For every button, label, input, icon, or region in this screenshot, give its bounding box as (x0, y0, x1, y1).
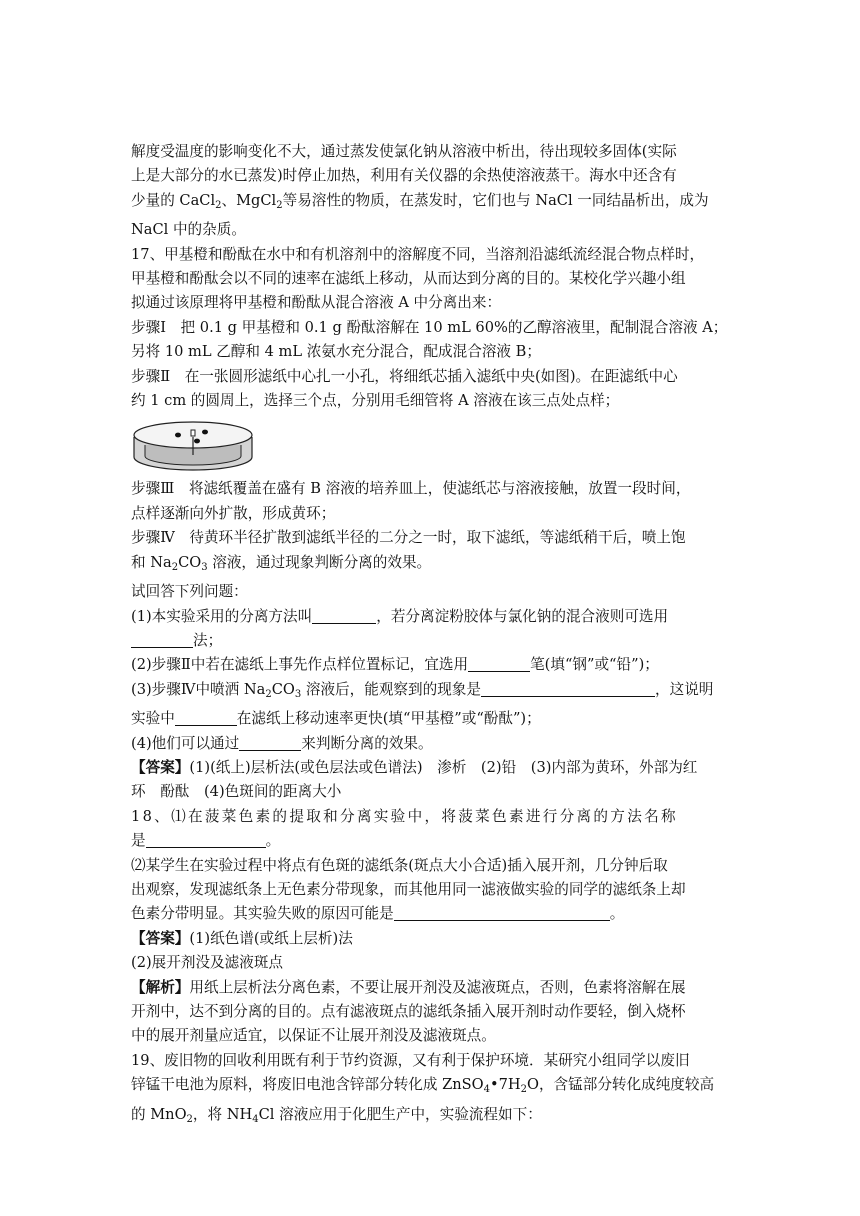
sub-question-4: (4)他们可以通过 来判断分离的效果。 (131, 734, 433, 752)
question-18-line: 是 。 (131, 832, 281, 850)
answer-blank (175, 709, 237, 726)
answer-18: (2)展开剂没及滤液斑点 (131, 954, 284, 972)
question-19-line: 19、废旧物的回收利用既有利于节约资源，又有利于保护环境．某研究小组同学以废旧 (131, 1051, 690, 1069)
sub-question-3: (3)步骤Ⅳ中喷洒 $Na_2CO_3$ 溶液后，能观察到的现象是 ，这说明 (131, 680, 714, 700)
step-3-line: 步骤Ⅲ 将滤纸覆盖在盛有 B 溶液的培养皿上，使滤纸芯与溶液接触，放置一段时间， (131, 480, 691, 498)
intro-line: 上是大部分的水已蒸发)时停止加热，利用有关仪器的余热使溶液蒸干。海水中还含有 (131, 167, 677, 185)
explanation-18: 中的展开剂量应适宜，以保证不让展开剂没及滤液斑点。 (131, 1027, 496, 1045)
step-2-line: 约 1 cm 的圆周上，选择三个点，分别用毛细管将 A 溶液在该三点处点样； (131, 392, 620, 410)
petri-dish-figure (131, 415, 731, 473)
step-4-line: 和 $Na_2CO_3$ 溶液，通过现象判断分离的效果。 (131, 553, 432, 573)
intro-line: 少量的 CaCl$_2$、MgCl$_2$等易溶性的物质，在蒸发时，它们也与 NaCl 一同结晶析出，成为 (131, 191, 709, 211)
question-18-line: ⑵某学生在实验过程中将点有色斑的滤纸条(斑点大小合适)插入展开剂，几分钟后取 (131, 856, 668, 874)
answer-blank (146, 831, 266, 848)
answer-blank (468, 655, 530, 672)
document-page (131, 140, 731, 1132)
question-19-line: 锌锰干电池为原料，将废旧电池含锌部分转化成 $ZnSO_4•7H_2O$，含锰部分转化成纯度较高 (131, 1076, 715, 1096)
question-18-line: 18、⑴在菠菜色素的提取和分离实验中，将菠菜色素进行分离的方法名称 (131, 807, 678, 825)
sub-question-2: (2)步骤Ⅱ中若在滤纸上事先作点样位置标记，宜选用 笔(填“钢”或“铅”)； (131, 656, 659, 674)
question-19-line: 的 MnO$_2$，将 $NH_4Cl$ 溶液应用于化肥生产中，实验流程如下： (131, 1105, 542, 1125)
step-1-line: 步骤Ⅰ 把 0.1 g 甲基橙和 0.1 g 酚酞溶解在 10 mL 60%的乙醇溶液里，配制混合溶液 A； (131, 318, 728, 336)
answer-17: 环 酚酞 (4)色斑间的距离大小 (131, 783, 342, 801)
answer-18: 【答案】(1)纸色谱(或纸上层析)法 (131, 929, 353, 947)
step-3-line: 点样逐渐向外扩散，形成黄环； (131, 504, 336, 522)
explanation-18: 开剂中，达不到分离的目的。点有滤液斑点的滤纸条插入展开剂时动作要轻，倒入烧杯 (131, 1003, 686, 1020)
answer-blank (394, 904, 610, 921)
answer-blank (131, 631, 193, 648)
sub-question-3: 实验中 在滤纸上移动速率更快(填“甲基橙”或“酚酞”)； (131, 710, 541, 728)
question-17-line: 拟通过该原理将甲基橙和酚酞从混合溶液 A 中分离出来： (131, 294, 502, 312)
answer-17: 【答案】(1)(纸上)层析法(或色层法或色谱法) 渗析 (2)铅 (3)内部为黄环，外部为红 (131, 758, 698, 776)
sub-question-1: 法； (131, 629, 731, 653)
petri-dish-illustration (131, 415, 256, 473)
step-1-line: 另将 10 mL 乙醇和 4 mL 浓氨水充分混合，配成混合溶液 B； (131, 343, 541, 361)
sub-question-1: (1)本实验采用的分离方法叫 ，若分离淀粉胶体与氯化钠的混合液则可选用 (131, 607, 669, 625)
question-18-line: 色素分带明显。其实验失败的原因可能是 。 (131, 905, 625, 923)
step-4-line: 步骤Ⅳ 待黄环半径扩散到滤纸半径的二分之一时，取下滤纸，等滤纸稍干后，喷上饱 (131, 529, 686, 547)
answer-blank (481, 680, 655, 697)
intro-line: NaCl 中的杂质。 (131, 221, 246, 239)
question-17-line: 甲基橙和酚酞会以不同的速率在滤纸上移动，从而达到分离的目的。某校化学兴趣小组 (131, 270, 686, 288)
explanation-18: 【解析】用纸上层析法分离色素，不要让展开剂没及滤液斑点，否则，色素将溶解在展 (131, 978, 686, 996)
answer-blank (239, 734, 301, 751)
question-17-line: 17、甲基橙和酚酞在水中和有机溶剂中的溶解度不同，当溶剂沿滤纸流经混合物点样时， (131, 245, 705, 263)
questions-intro: 试回答下列问题： (131, 583, 248, 601)
answer-blank (312, 607, 376, 624)
question-18-line: 出观察，发现滤纸条上无色素分带现象，而其他用同一滤液做实验的同学的滤纸条上却 (131, 880, 686, 898)
step-2-line: 步骤Ⅱ 在一张圆形滤纸中心扎一小孔，将细纸芯插入滤纸中央(如图)。在距滤纸中心 (131, 367, 678, 385)
intro-line: 解度受温度的影响变化不大，通过蒸发使氯化钠从溶液中析出，待出现较多固体(实际 (131, 143, 677, 160)
